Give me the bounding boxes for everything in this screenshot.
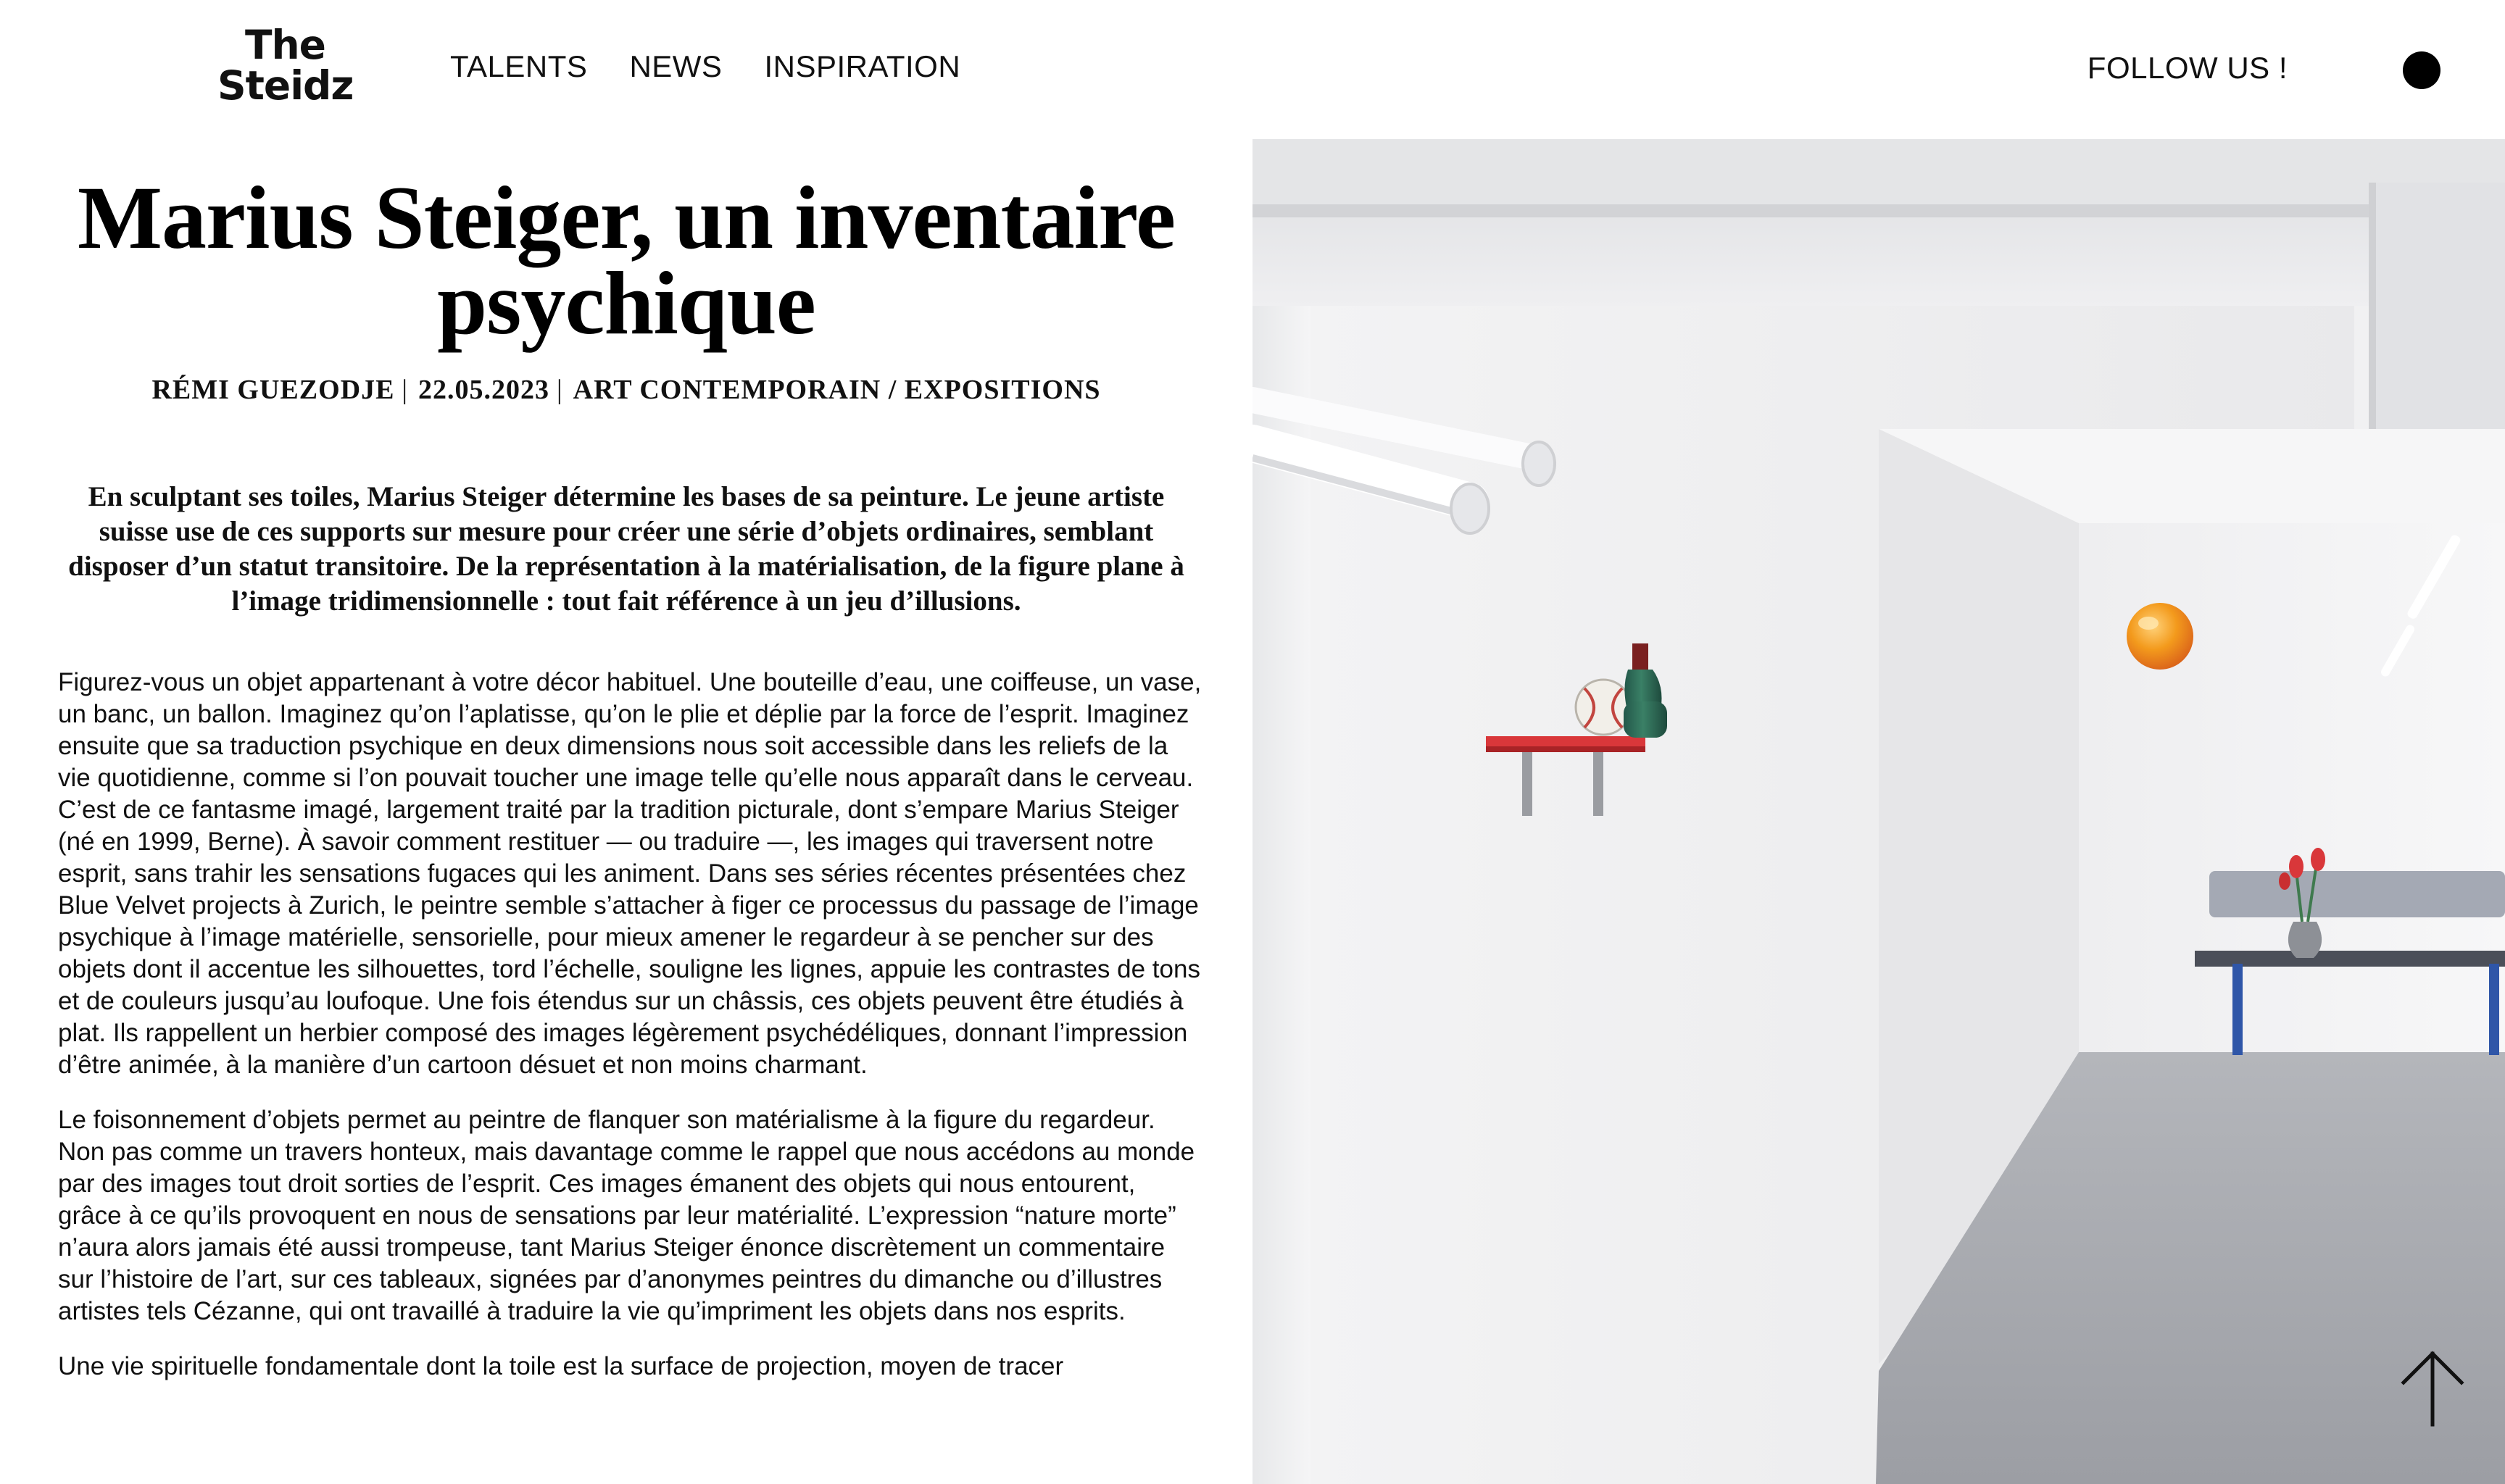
exhibition-photo-illustration [1252, 139, 2505, 1484]
nav-talents[interactable]: TALENTS [450, 49, 588, 83]
logo-line-1: The [245, 22, 325, 68]
nav-inspiration[interactable]: INSPIRATION [764, 49, 961, 83]
follow-us-link[interactable]: FOLLOW US ! [2087, 51, 2288, 85]
article-paragraph: Figurez-vous un objet appartenant à votre décor habituel. Une bouteille d’eau, une coiffeuse, un vase, un banc, un ballon. Imaginez qu’on l’aplatisse, qu’on le plie et déplie par la force de l’esprit. Imaginez ensuite que sa traduction psychique en deux dimensions nous soit accessible dans les reliefs de la vie quotidienne, comme si l’on pouvait toucher une image telle qu’elle nous apparaît dans le cerveau. C’est de ce fantasme imagé, largement traité par la tradition picturale, dont s’empare Marius Steiger (né en 1999, Berne). À savoir comment restituer — ou traduire —, les images qui traversent notre esprit, sans trahir les sensations fugaces qui les animent. Dans ses séries récentes présentées chez Blue Velvet projects à Zurich, le peintre semble s’attacher à figer ce processus du passage de l’image psychique à l’image matérielle, sensorielle, pour mieux amener le regardeur à se pencher sur des objets dont il accentue les silhouettes, tord l’échelle, souligne les lignes, appuie les contrastes de tons et de couleurs jusqu’au loufoque. Une fois étendus sur un châssis, ces objets peuvent être étudiés à plat. Ils rappellent un herbier composé des images légèrement psychédéliques, donnant l’impression d’être animée, à la manière d’un cartoon désuet et non moins charmant. [58, 668, 1202, 1079]
article-category[interactable]: ART CONTEMPORAIN / EXPOSITIONS [573, 375, 1101, 405]
meta-separator: | [557, 375, 563, 405]
article-author[interactable]: RÉMI GUEZODJE [151, 375, 395, 405]
arrow-up-icon [2399, 1349, 2466, 1427]
article-body [58, 667, 1203, 1406]
site-header [0, 0, 2505, 139]
article-lead: En sculptant ses toiles, Marius Steiger détermine les bases de sa peinture. Le jeune artiste suisse use de ces supports sur mesure pour créer une série d’objets ordinaires, semblant disposer d’un statut transitoire. De la représentation à la matérialisation, de la figure plane à l’image tridimensionnelle : tout fait référence à un jeu d’illusions. [68, 481, 1184, 617]
menu-dot-button[interactable] [2403, 51, 2440, 89]
nav-news[interactable]: NEWS [629, 49, 723, 83]
article-paragraph: Le foisonnement d’objets permet au peintre de flanquer son matérialisme à la figure du regardeur. Non pas comme un travers honteux, mais davantage comme le rappel que nous accédons au monde par des images tout droit sorties de l’esprit. Ces images émanent des objets qui nous entourent, grâce à ce qu’ils provoquent en nous de sensations par leur matérialité. L’expression “nature morte” n’aura alors jamais été aussi trompeuse, tant Marius Steiger énonce discrètement un commentaire sur l’histoire de l’art, sur ces tableaux, signées par d’anonymes peintres du dimanche ou d’illustres artistes tels Cézanne, qui ont travaillé à traduire la vie qu’impriment les objets dans nos esprits. [58, 1106, 1195, 1325]
article-meta [0, 374, 1252, 406]
article [0, 139, 1252, 1484]
exhibition-photo [1252, 139, 2505, 1484]
article-paragraph: Une vie spirituelle fondamentale dont la toile est la surface de projection, moyen de tracer [58, 1352, 1064, 1380]
logo-line-2: Steidz [217, 62, 354, 109]
article-date: 22.05.2023 [418, 375, 550, 405]
site-logo[interactable] [217, 22, 354, 109]
article-title: Marius Steiger, un inventaire psychique [77, 168, 1176, 353]
scroll-to-top-button[interactable] [2399, 1349, 2466, 1427]
meta-separator: | [402, 375, 409, 405]
main-nav [450, 49, 960, 84]
